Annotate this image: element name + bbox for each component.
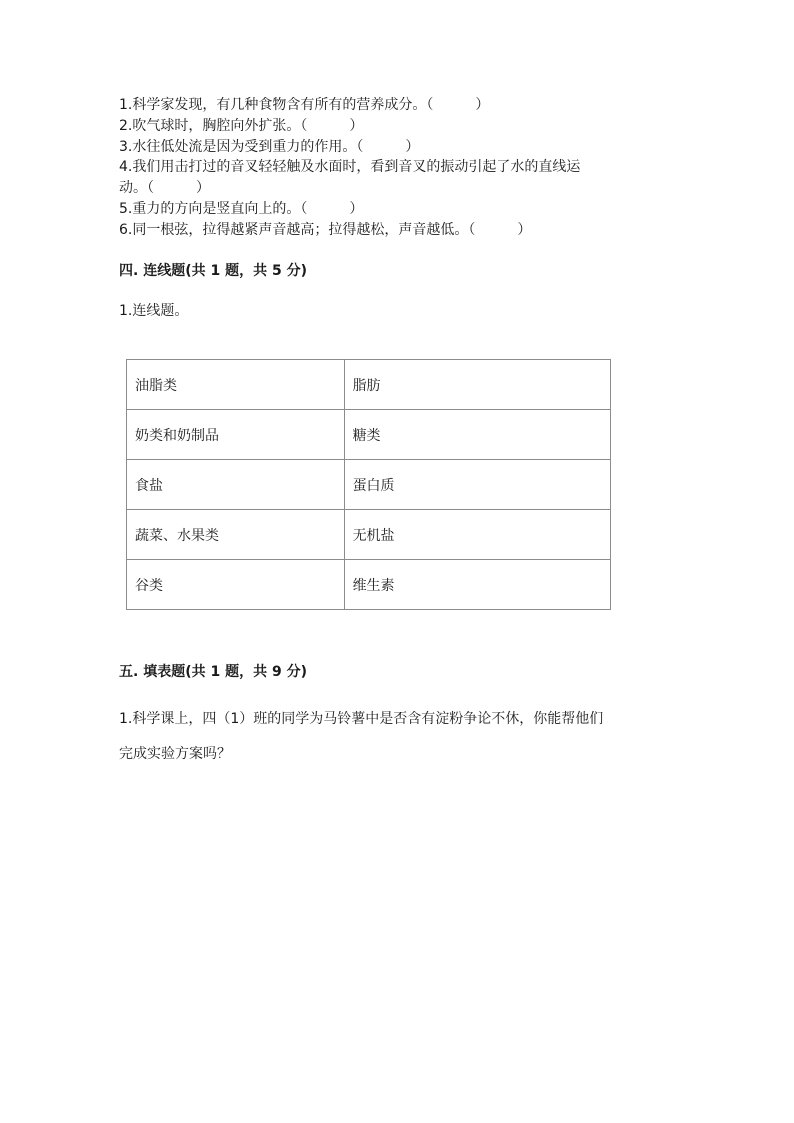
nutrient-cell: 糖类 [344, 410, 610, 460]
nutrient-cell: 脂肪 [344, 360, 610, 410]
tf-question-4-continued: 动。（ ） [119, 180, 210, 197]
table-row [127, 460, 611, 510]
nutrient-cell: 无机盐 [344, 510, 610, 560]
true-false-question-list [119, 95, 679, 241]
table-row [127, 560, 611, 610]
food-category-cell: 蔬菜、水果类 [127, 510, 345, 560]
fill-table-question [119, 702, 689, 772]
matching-table [126, 359, 611, 610]
table-row [127, 410, 611, 460]
food-category-cell: 油脂类 [127, 360, 345, 410]
food-category-cell: 食盐 [127, 460, 345, 510]
table-row [127, 510, 611, 560]
section-5-heading: 五. 填表题(共 1 题，共 9 分) [119, 664, 307, 680]
section-4-heading: 四. 连线题(共 1 题，共 5 分) [119, 263, 307, 279]
matching-question-prompt: 1.连线题。 [119, 303, 189, 319]
tf-question-2: 2.吹气球时，胸腔向外扩张。（ ） [119, 117, 364, 134]
nutrient-cell: 蛋白质 [344, 460, 610, 510]
fill-table-question-line-1: 1.科学课上，四（1）班的同学为马铃薯中是否含有淀粉争论不休，你能帮他们 [119, 711, 604, 727]
food-category-cell: 奶类和奶制品 [127, 410, 345, 460]
tf-question-1: 1.科学家发现，有几种食物含有所有的营养成分。（ ） [119, 97, 490, 113]
tf-question-5: 5.重力的方向是竖直向上的。（ ） [119, 200, 364, 217]
tf-question-6: 6.同一根弦，拉得越紧声音越高；拉得越松，声音越低。（ ） [119, 221, 532, 238]
food-category-cell: 谷类 [127, 560, 345, 610]
nutrient-cell: 维生素 [344, 560, 610, 610]
fill-table-question-line-2: 完成实验方案吗？ [119, 746, 231, 762]
tf-question-4: 4.我们用击打过的音叉轻轻触及水面时，看到音叉的振动引起了水的直线运 [119, 159, 581, 176]
tf-question-3: 3.水往低处流是因为受到重力的作用。（ ） [119, 138, 420, 155]
table-row [127, 360, 611, 410]
